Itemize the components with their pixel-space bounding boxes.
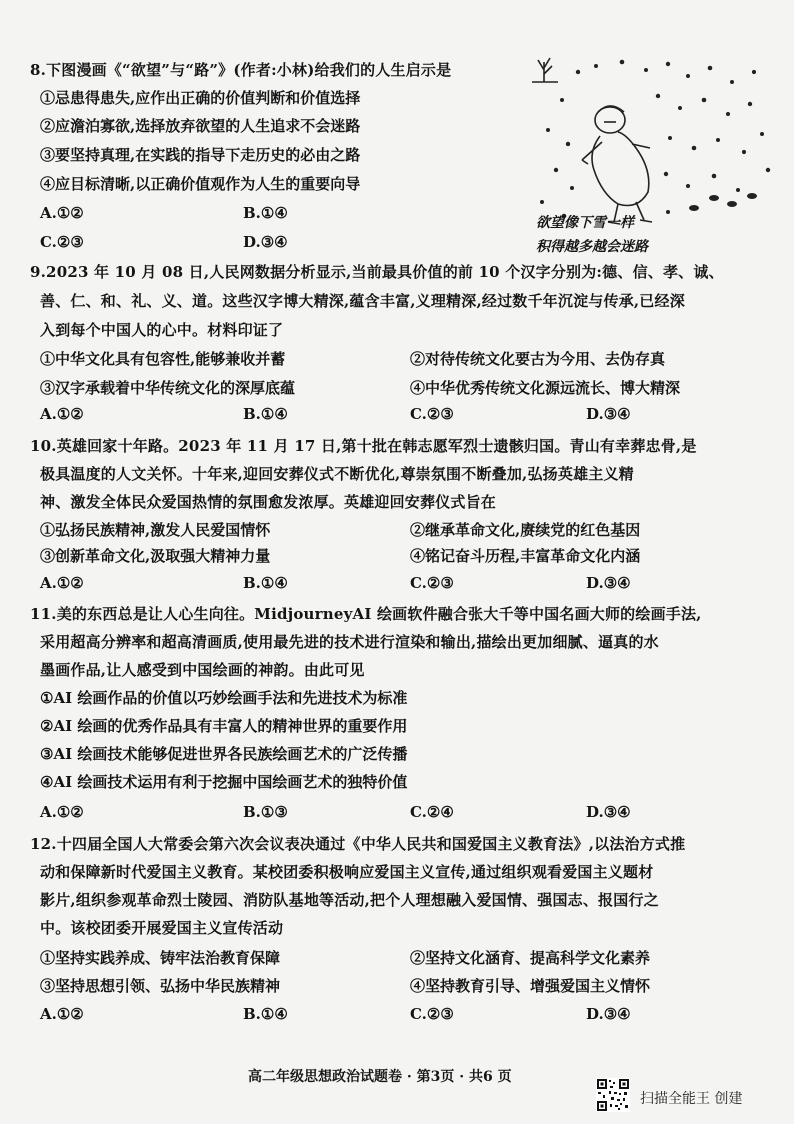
q9-item-4: ④中华优秀传统文化源远流长、博大精深 xyxy=(410,379,681,397)
q8-item-4: ④应目标清晰,以正确价值观作为人生的重要向导 xyxy=(40,175,361,193)
q9-stem-line-3: 入到每个中国人的心中。材料印证了 xyxy=(40,321,284,339)
q9-choice-b: B.①④ xyxy=(243,405,288,423)
q9-stem-line-2: 善、仁、和、礼、义、道。这些汉字博大精深,蕴含丰富,义理精深,经过数千年沉淀与传承,已经深 xyxy=(40,292,685,310)
q10-choice-d: D.③④ xyxy=(586,574,631,592)
q9-item-3: ③汉字承载着中华传统文化的深厚底蕴 xyxy=(40,379,296,397)
scanner-watermark-text: 扫描全能王 创建 xyxy=(640,1091,743,1107)
q8-choice-a: A.①② xyxy=(40,204,84,222)
q12-stem-line-3: 影片,组织参观革命烈士陵园、消防队基地等活动,把个人理想融入爱国情、强国志、报国行之 xyxy=(40,891,659,909)
q10-item-2: ②继承革命文化,赓续党的红色基因 xyxy=(410,521,641,539)
q10-stem-line-1: 10.英雄回家十年路。2023 年 11 月 17 日,第十批在韩志愿军烈士遗骸归国。青山有幸葬忠骨,是 xyxy=(30,437,697,455)
q10-item-1: ①弘扬民族精神,激发人民爱国情怀 xyxy=(40,521,271,539)
q9-stem-line-1: 9.2023 年 10 月 08 日,人民网数据分析显示,当前最具价值的前 10 个汉字分别为:德、信、孝、诚、 xyxy=(30,263,724,281)
q9-choice-d: D.③④ xyxy=(586,405,631,423)
q11-choice-c: C.②④ xyxy=(410,803,454,821)
q9-item-1: ①中华文化具有包容性,能够兼收并蓄 xyxy=(40,350,286,368)
q11-choice-d: D.③④ xyxy=(586,803,631,821)
q12-item-1: ①坚持实践养成、铸牢法治教育保障 xyxy=(40,949,281,967)
q12-stem-line-2: 动和保障新时代爱国主义教育。某校团委积极响应爱国主义宣传,通过组织观看爱国主义题材 xyxy=(40,863,654,881)
q11-stem-line-1: 11.美的东西总是让人心生向往。MidjourneyAI 绘画软件融合张大千等中国名画大师的绘画手法, xyxy=(30,605,702,623)
q12-choice-b: B.①④ xyxy=(243,1005,288,1023)
cartoon-caption-line-2: 积得越多越会迷路 xyxy=(536,239,648,255)
q9-choice-a: A.①② xyxy=(40,405,84,423)
q11-stem-line-2: 采用超高分辨率和超高清画质,使用最先进的技术进行渲染和输出,描绘出更加细腻、逼真的水 xyxy=(40,633,659,651)
q11-item-3: ③AI 绘画技术能够促进世界各民族绘画艺术的广泛传播 xyxy=(40,745,408,763)
q10-item-3: ③创新革命文化,汲取强大精神力量 xyxy=(40,547,271,565)
q12-item-3: ③坚持思想引领、弘扬中华民族精神 xyxy=(40,977,281,995)
cartoon-caption-line-1: 欲望像下雪一样 xyxy=(536,215,634,231)
q11-choice-b: B.①③ xyxy=(243,803,288,821)
q10-stem-line-3: 神、激发全体民众爱国热情的氛围愈发浓厚。英雄迎回安葬仪式旨在 xyxy=(40,493,497,511)
q12-choice-c: C.②③ xyxy=(410,1005,454,1023)
q8-choice-d: D.③④ xyxy=(243,233,288,251)
q8-choice-b: B.①④ xyxy=(243,204,288,222)
q11-stem-line-3: 墨画作品,让人感受到中国绘画的神韵。由此可见 xyxy=(40,661,365,679)
q11-item-2: ②AI 绘画的优秀作品具有丰富人的精神世界的重要作用 xyxy=(40,717,408,735)
q8-item-3: ③要坚持真理,在实践的指导下走历史的必由之路 xyxy=(40,146,361,164)
q10-choice-a: A.①② xyxy=(40,574,84,592)
q9-item-2: ②对待传统文化要古为今用、去伪存真 xyxy=(410,350,666,368)
q12-choice-a: A.①② xyxy=(40,1005,84,1023)
q10-item-4: ④铭记奋斗历程,丰富革命文化内涵 xyxy=(410,547,641,565)
q10-choice-c: C.②③ xyxy=(410,574,454,592)
q11-choice-a: A.①② xyxy=(40,803,84,821)
q8-choice-c: C.②③ xyxy=(40,233,84,251)
scanner-watermark xyxy=(596,1076,794,1116)
q12-stem-line-1: 12.十四届全国人大常委会第六次会议表决通过《中华人民共和国爱国主义教育法》,以法治方式推 xyxy=(30,835,686,853)
q12-item-4: ④坚持教育引导、增强爱国主义情怀 xyxy=(410,977,651,995)
q10-choice-b: B.①④ xyxy=(243,574,288,592)
q9-choice-c: C.②③ xyxy=(410,405,454,423)
q12-choice-d: D.③④ xyxy=(586,1005,631,1023)
q11-item-4: ④AI 绘画技术运用有利于挖掘中国绘画艺术的独特价值 xyxy=(40,773,408,791)
qr-code-icon xyxy=(596,1078,630,1112)
q12-stem-line-4: 中。该校团委开展爱国主义宣传活动 xyxy=(40,919,284,937)
page-footer: 高二年级思想政治试题卷 · 第3页 · 共6 页 xyxy=(248,1069,512,1085)
q12-item-2: ②坚持文化涵育、提高科学文化素养 xyxy=(410,949,651,967)
q10-stem-line-2: 极具温度的人文关怀。十年来,迎回安葬仪式不断优化,尊崇氛围不断叠加,弘扬英雄主义精 xyxy=(40,465,634,483)
q8-stem: 8.下图漫画《“欲望”与“路”》(作者:小林)给我们的人生启示是 xyxy=(30,61,452,79)
q8-item-2: ②应澹泊寡欲,选择放弃欲望的人生追求不会迷路 xyxy=(40,117,361,135)
q8-item-1: ①忌患得患失,应作出正确的价值判断和价值选择 xyxy=(40,89,361,107)
q11-item-1: ①AI 绘画作品的价值以巧妙绘画手法和先进技术为标准 xyxy=(40,689,408,707)
cartoon-illustration xyxy=(518,52,780,262)
